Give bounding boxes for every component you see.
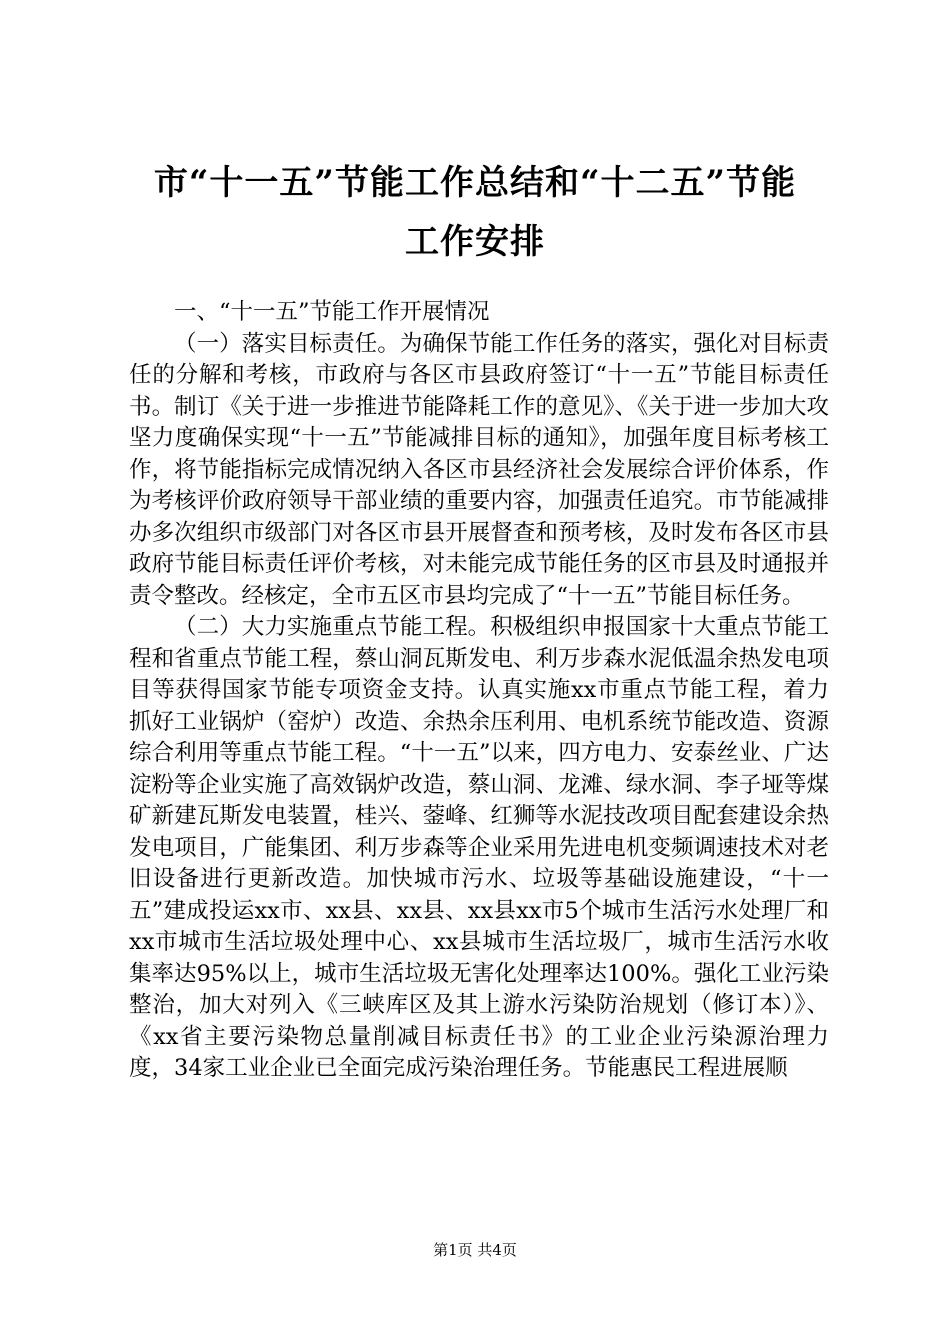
paragraph-1: （一）落实目标责任。为确保节能工作任务的落实，强化对目标责任的分解和考核，市政府与各区市县政府签订“十一五”节能目标责任书。制订《关于进一步推进节能降耗工作的意见》、《关于进一步加大攻坚力度确保实现“十一五”节能减排目标的通知》，加强年度目标考核工作，将节能指标完成情况纳入各区市县经济社会发展综合评价体系，作为考核评价政府领导干部业绩的重要内容，加强责任追究。市节能减排办多次组织市级部门对各区市县开展督查和预考核，及时发布各区市县政府节能目标责任评价考核，对未能完成节能任务的区市县及时通报并责令整改。经核定，全市五区市县均完成了“十一五”节能目标任务。 [129,330,829,609]
paragraph-2: （二）大力实施重点节能工程。积极组织申报国家十大重点节能工程和省重点节能工程，蔡山洞瓦斯发电、利万步森水泥低温余热发电项目等获得国家节能专项资金支持。认真实施xx市重点节能工程，着力抓好工业锅炉（窑炉）改造、余热余压利用、电机系统节能改造、资源综合利用等重点节能工程。“十一五”以来，四方电力、安泰丝业、广达淀粉等企业实施了高效锅炉改造，蔡山洞、龙滩、绿水洞、李子垭等煤矿新建瓦斯发电装置，桂兴、蓥峰、红狮等水泥技改项目配套建设余热发电项目，广能集团、利万步森等企业采用先进电机变频调速技术对老旧设备进行更新改造。加快城市污水、垃圾等基础设施建设，“十一五”建成投运xx市、xx县、xx县、xx县xx市5个城市生活污水处理厂和xx市城市生活垃圾处理中心、xx县城市生活垃圾厂，城市生活污水收集率达95%以上，城市生活垃圾无害化处理率达100%。强化工业污染整治，加大对列入《三峡库区及其上游水污染防治规划（修订本）》、《xx省主要污染物总量削减目标责任书》的工业企业污染源治理力度，34家工业企业已全面完成污染治理任务。节能惠民工程进展顺 [129,614,829,1081]
document-body [129,297,829,1085]
page-footer: 第1页 共4页 [433,1241,517,1259]
section-heading: 一、“十一五”节能工作开展情况 [174,299,490,325]
document-title-line-2: 工作安排 [405,222,545,262]
document-title-line-1: 市“十一五”节能工作总结和“十二五”节能 [153,163,797,203]
